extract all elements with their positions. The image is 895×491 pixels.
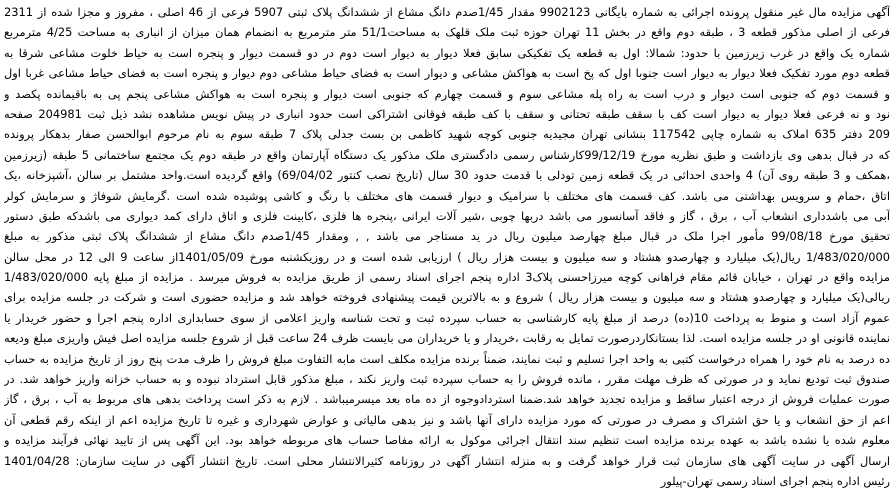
notice-line-19: صندوق ثبت تودیع نماید و در صورتی که ظرف مهلت مقرر ، مانده فروش را به حساب سپرده ثبت واریز نکند ، مبلغ مذکور قابل استرداد نبوده و به حساب خزانه واریز خواهد شد. در — [4, 372, 890, 387]
notice-line-5: و قسمت دوم که جنوبی است دیوار و درب است به راه پله مشاعی سوم و قسمت چهارم که جنوبی است دیوار و پنجره است به هواکش مشاعی پنجم پی به باقیمانده پکصد و — [4, 86, 890, 101]
notice-line-9: ،همکف و 3 طبقه روی آن) 4 واحدی احداثی در یک قطعه زمین تودلی با قدمت حدود 30 سال (تاریخ نصب کنتور 69/04/02) واقع گردیده است.واحد مشتمل بر سالن ،آشپزخانه ،یک — [4, 168, 890, 183]
notice-line-14: مزایده واقع در تهران ، خیابان قائم مقام فراهانی کوچه میرزاحسنی پلاک3 اداره پنجم اجرای اسناد رسمی از طریق مزایده به فروش میرسد . مزایده از مبلغ پایه 1/483/020/000 — [4, 270, 890, 285]
notice-line-10: اتاق ،حمام و سرویس بهداشتی می باشد. کف قسمت های مختلف با سرامیک و دیوار قسمت های مختلف با رنگ و کاشی پوشیده شده است .گرمایش شوفاژ و سرمایش کولر — [4, 188, 890, 203]
notice-line-15: ریالی(یک میلیارد و چهارصدو هشتاد و سه میلیون و بیست هزار ریال ) شروع و به بالاترین قیمت پیشنهادی فروخته خواهد شد و مزایده حضوری است و شرکت در جلسه مزایده برای — [4, 290, 890, 305]
notice-line-8: که در قبال بدهی وی بازداشت و طبق نظریه مورخ 99/12/19کارشناس رسمی دادگستری ملک مذکور یک دستگاه آپارتمان واقع در طبقه دوم یک مجتمع ساختمانی 5 طبقه (زیرزمین — [4, 147, 890, 162]
notice-line-12: تحقیق مورخ 99/08/18 مأمور اجرا ملک در قبال مبلغ چهارصد میلیون ریال در ید مستاجر می باشد , , ومقدار 1/45صدم دانگ مشاع از ششدانگ پلاک ثبتی مذکور به مبلغ — [4, 229, 890, 244]
notice-line-13: 1/483/020/000 ریال(یک میلیارد و چهارصدو هشتاد و سه میلیون و بیست هزار ریال ) ارزیابی شده است و در روزیکشنبه مورخ 1401/05/09از ساعت 9 الی 12 در محل سالن — [4, 249, 890, 264]
notice-line-1: آگهی مزایده مال غیر منقول پرونده اجرائی به شماره بایگانی 9902123 مقدار 1/45صدم دانگ مشاع از ششدانگ پلاک ثبتی 5907 فرعی از 46 اصلی ، مفروز و مجزا شده از 2311 — [4, 5, 890, 19]
notice-signature-line: رئیس اداره پنجم اجرای اسناد رسمی تهران-پیلور — [660, 473, 890, 488]
notice-line-6: نود و نه فرعی فعلا دیوار به دیوار است کف با سقف طبقه تحتانی و سقف با کف طبقه فوقانی اشتراکی است حدود انباری در پیش نویس مشاهده نشد ذیل ثبت 204981 صفحه — [4, 106, 890, 121]
auction-notice-document — [4, 2, 890, 489]
notice-line-17: نماینده قانونی او در جلسه مزایده است. لذا بستانکاردرصورت تمایل به رقابت ،خریدار و یا خریداران می بایست ظرف 24 ساعت قبل از شروع جلسه مزایده اصل فیش واریزی مبلغ ودیعه — [4, 331, 890, 346]
notice-line-21: اعم از حق انشعاب و یا حق اشتراک و مصرف در صورتی که مورد مزایده دارای آنها باشد و نیز بدهی مالیاتی و عوارض شهرداری و غیره تا تاریخ مزایده اعم از اینکه رقم قطعی آن — [4, 412, 890, 427]
notice-line-3: شماره یک واقع در غرب زیرزمین با حدود: شمالا: اول به قطعه یک تفکیکی سابق فعلا دیوار به دیوار است دوم در دو قسمت دیوار و پنجره است به حیاط خلوت مشاعی شرقا به — [4, 45, 890, 60]
notice-line-11: آبی می باشدداری انشعاب آب ، برق ، گاز و فاقد آسانسور می باشد دربها چوبی ،شیر آلات ایرانی ،پنجره ها فلزی ،کابینت فلزی و اتاق دارای کمد دیواری می باشدکه طبق دستور — [4, 208, 890, 223]
notice-line-22: معلوم شده یا نشده باشد به عهده برنده مزایده است تنظیم سند انتقال اجرائی موکول به ارائه مفاصا حساب های مربوطه خواهد بود. این آگهی پس از تایید نهائی فرآیند مزایده و — [4, 433, 890, 448]
notice-line-7: 209 دفتر 635 املاک به شماره چاپی 117542 بنشانی تهران مجیدیه جنوبی کوچه شهید کاظمی بن بست جدلی پلاک 7 طبقه سوم به نام مرحوم ابوالحسن صفار بدهکار پرونده — [4, 127, 890, 142]
notice-line-18: ده درصد به نام خود را همراه درخواست کتبی به واحد اجرا تسلیم و ثبت نمایند، ضمناً برنده مزایده مکلف است مابه التفاوت مبلغ فروش را ظرف مدت پنج روز از تاریخ مزایده به حساب — [4, 351, 890, 366]
notice-line-20: صورت عملیات فروش از درجه اعتبار ساقط و مزایده تجدید خواهد شد.ضمنا استردادوجوه از ده ماه بعد میسرمیباشد . لازم به ذکر است پرداخت بدهی های مربوط به آب ، برق ، گاز — [4, 392, 890, 407]
notice-line-4: قطعه دوم مورد تفکیک فعلا دیوار به دیوار است جنوبا اول که پخ است به هواکش مشاعی و دیوار است به فضای حیاط مشاعی دوم دیوار و پنجره است به فضای حیاط مشاعی غربا اول — [4, 66, 890, 81]
notice-line-16: عموم آزاد است و منوط به پرداخت 10(ده) درصد از مبلغ پایه کارشناسی به حساب سپرده ثبت و تحت شناسه واریز اعلامی از سوی حسابداری اداره پنجم اجرا و حضور خریدار یا — [4, 310, 890, 325]
notice-line-23: ارسال آگهی در سایت آگهی های سازمان ثبت قرار خواهد گرفت و به منزله انتشار آگهی در روزنامه کثیرالانتشار محلی است. تاریخ انتشار آگهی در سایت سازمان: 1401/04/28 — [4, 453, 890, 468]
notice-line-2: فرعی از اصلی مذکور قطعه 3 ، طبقه دوم واقع در بخش 11 تهران حوزه ثبت ملک قلهک به مساحت51/1 متر مترمربع به انضمام همان میزان از انباری به مساحت 4/25 مترمربع — [4, 25, 890, 40]
